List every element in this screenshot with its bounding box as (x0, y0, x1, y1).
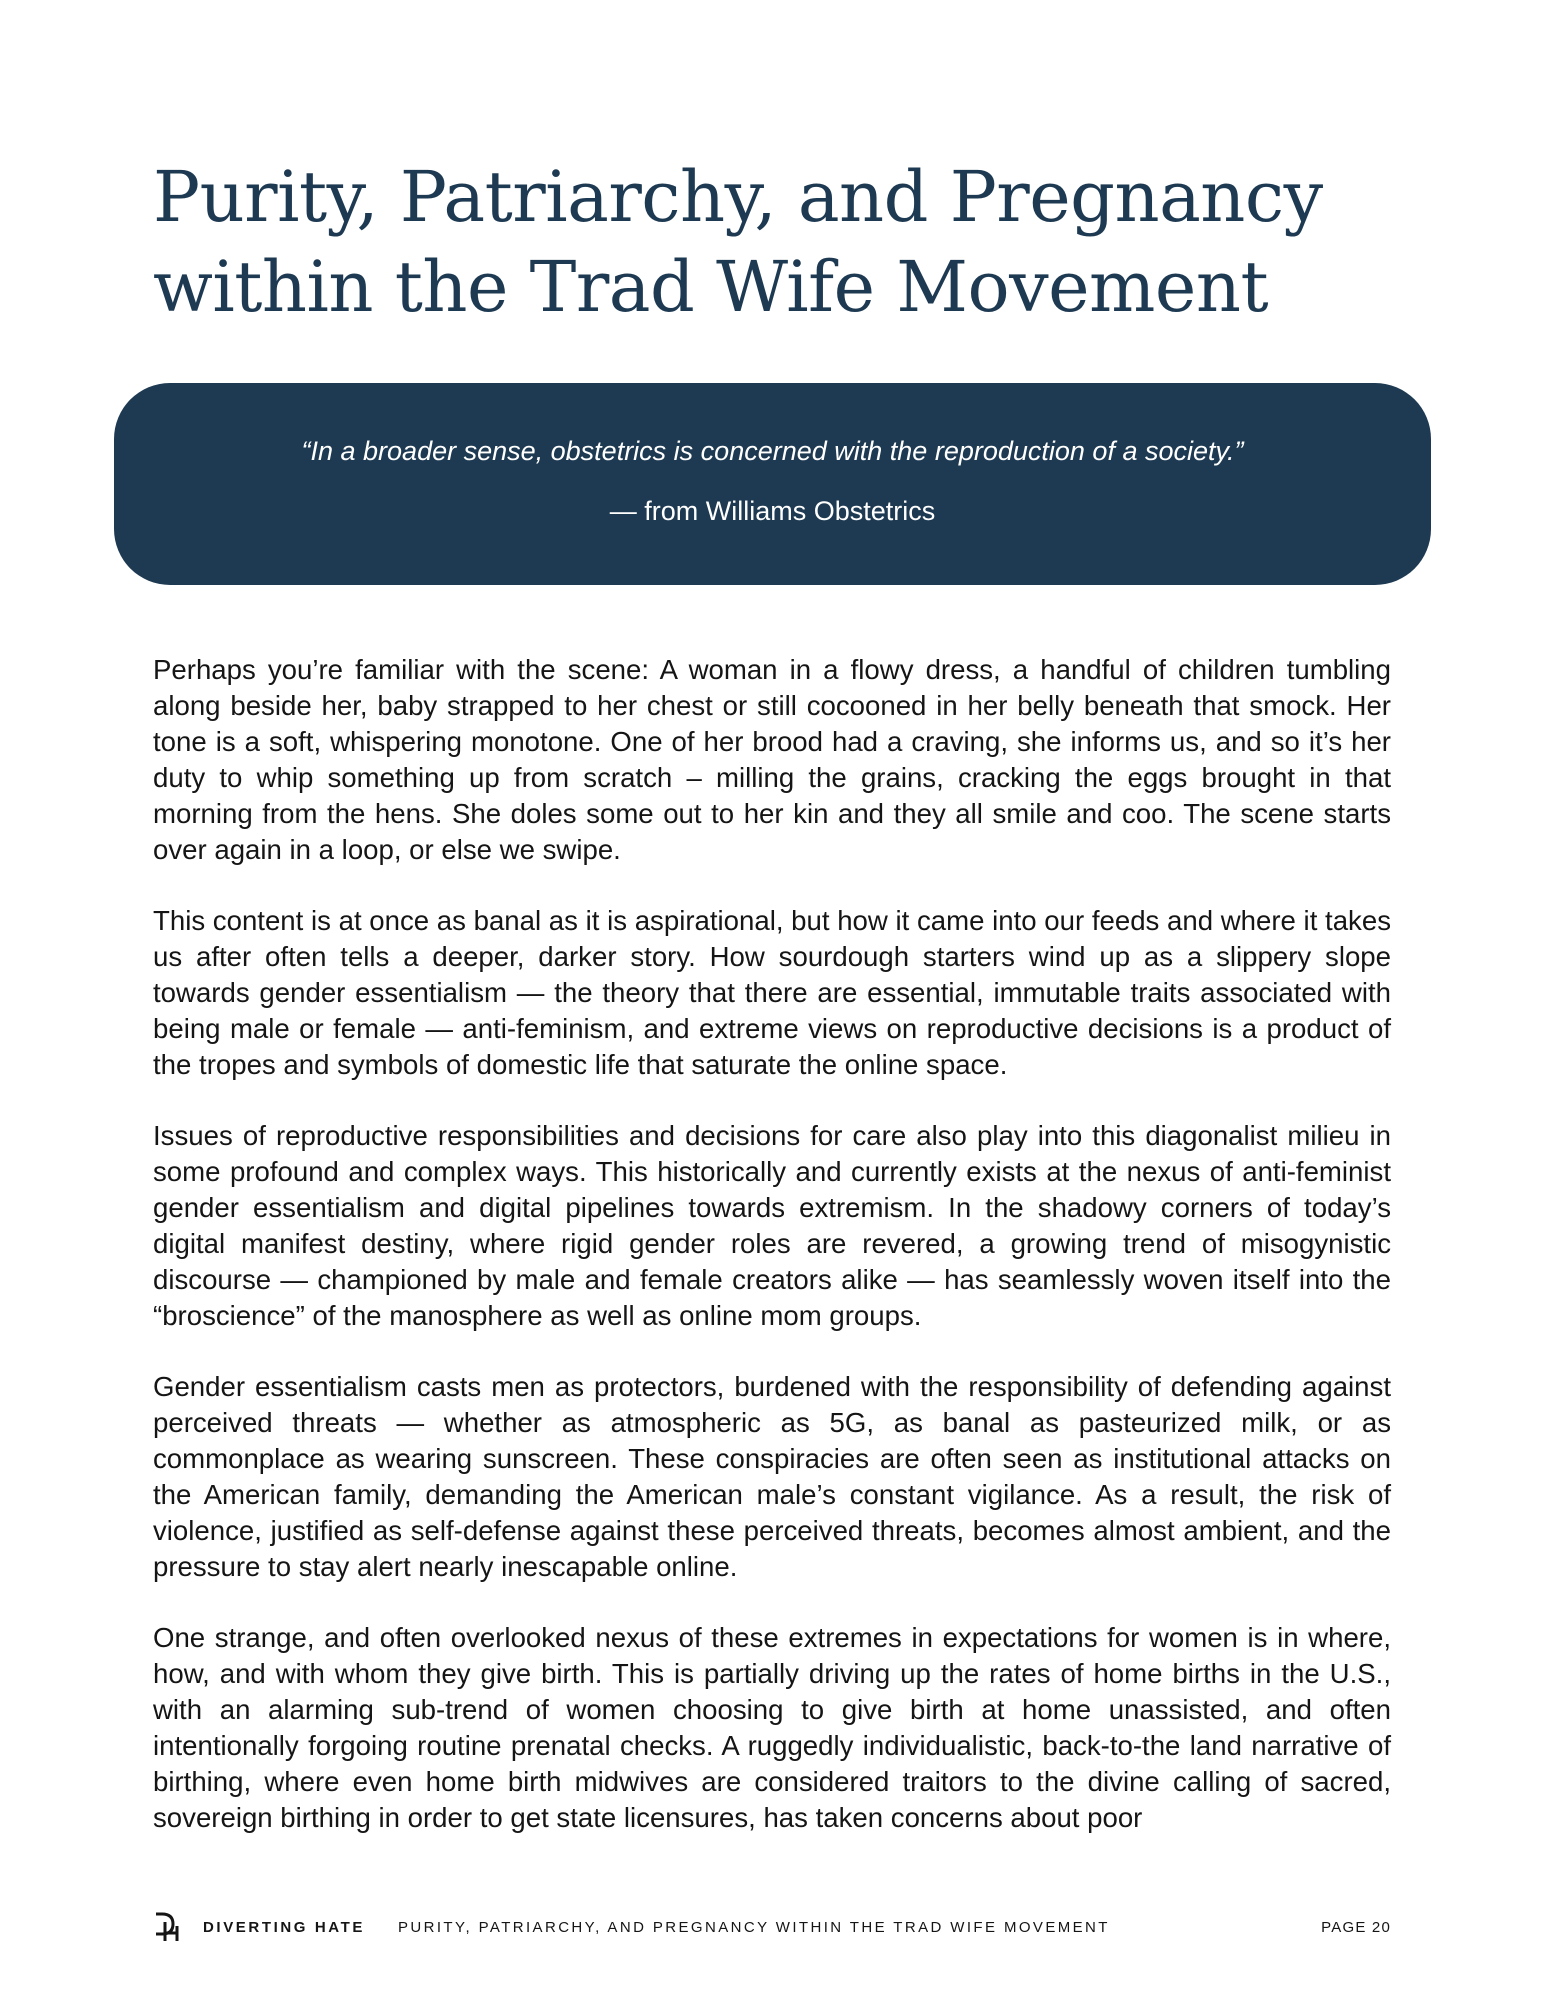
pull-quote-box (114, 383, 1431, 585)
pull-quote-source: — from Williams Obstetrics (609, 496, 936, 526)
page-footer (153, 1912, 1391, 1942)
paragraph-3: Issues of reproductive responsibilities and decisions for care also play into this diagonalist milieu in some profound and complex ways. This historically and currently exists at the nexus of anti-feminist gender essentialism and digital pipelines towards extremism. In the shadowy corners of today’s digital manifest destiny, where rigid gender roles are revered, a growing trend of misogynistic discourse — championed by male and female creators alike — has seamlessly woven itself into the “broscience” of the manosphere as well as online mom groups. (153, 1120, 1391, 1331)
paragraph-4: Gender essentialism casts men as protectors, burdened with the responsibility of defending against perceived threats — whether as atmospheric as 5G, as banal as pasteurized milk, or as commonplace as wearing sunscreen. These conspiracies are often seen as institutional attacks on the American family, demanding the American male’s constant vigilance. As a result, the risk of violence, justified as self-defense against these perceived threats, becomes almost ambient, and the pressure to stay alert nearly inescapable online. (153, 1371, 1391, 1582)
page-number: PAGE 20 (1321, 1919, 1391, 1936)
article-body (153, 652, 1391, 1871)
footer-running-title: PURITY, PATRIARCHY, AND PREGNANCY WITHIN THE TRAD WIFE MOVEMENT (398, 1919, 1110, 1936)
paragraph-1: Perhaps you’re familiar with the scene: A woman in a flowy dress, a handful of children tumbling along beside her, baby strapped to her chest or still cocooned in her belly beneath that smock. Her tone is a soft, whispering monotone. One of her brood had a craving, she informs us, and so it’s her duty to whip something up from scratch – milling the grains, cracking the eggs brought in that morning from the hens. She doles some out to her kin and they all smile and coo. The scene starts over again in a loop, or else we swipe. (153, 654, 1391, 865)
dh-monogram-icon (153, 1912, 189, 1942)
footer-brand: DIVERTING HATE (203, 1919, 365, 1936)
paragraph-2: This content is at once as banal as it is aspirational, but how it came into our feeds and where it takes us after often tells a deeper, darker story. How sourdough starters wind up as a slippery slope towards gender essentialism — the theory that there are essential, immutable traits associated with being male or female — anti-feminism, and extreme views on reproductive decisions is a product of the tropes and symbols of domestic life that saturate the online space. (153, 905, 1391, 1080)
page-title: Purity, Patriarchy, and Pregnancy within the Trad Wife Movement (153, 156, 1323, 328)
paragraph-5: One strange, and often overlooked nexus of these extremes in expectations for women is in where, how, and with whom they give birth. This is partially driving up the rates of home births in the U.S., with an alarming sub-trend of women choosing to give birth at home unassisted, and often intentionally forgoing routine prenatal checks. A ruggedly individualistic, back-to-the land narrative of birthing, where even home birth midwives are considered traitors to the divine calling of sacred, sovereign birthing in order to get state licensures, has taken concerns about poor (153, 1622, 1391, 1833)
pull-quote-text: “In a broader sense, obstetrics is concerned with the reproduction of a society.” (301, 436, 1244, 466)
